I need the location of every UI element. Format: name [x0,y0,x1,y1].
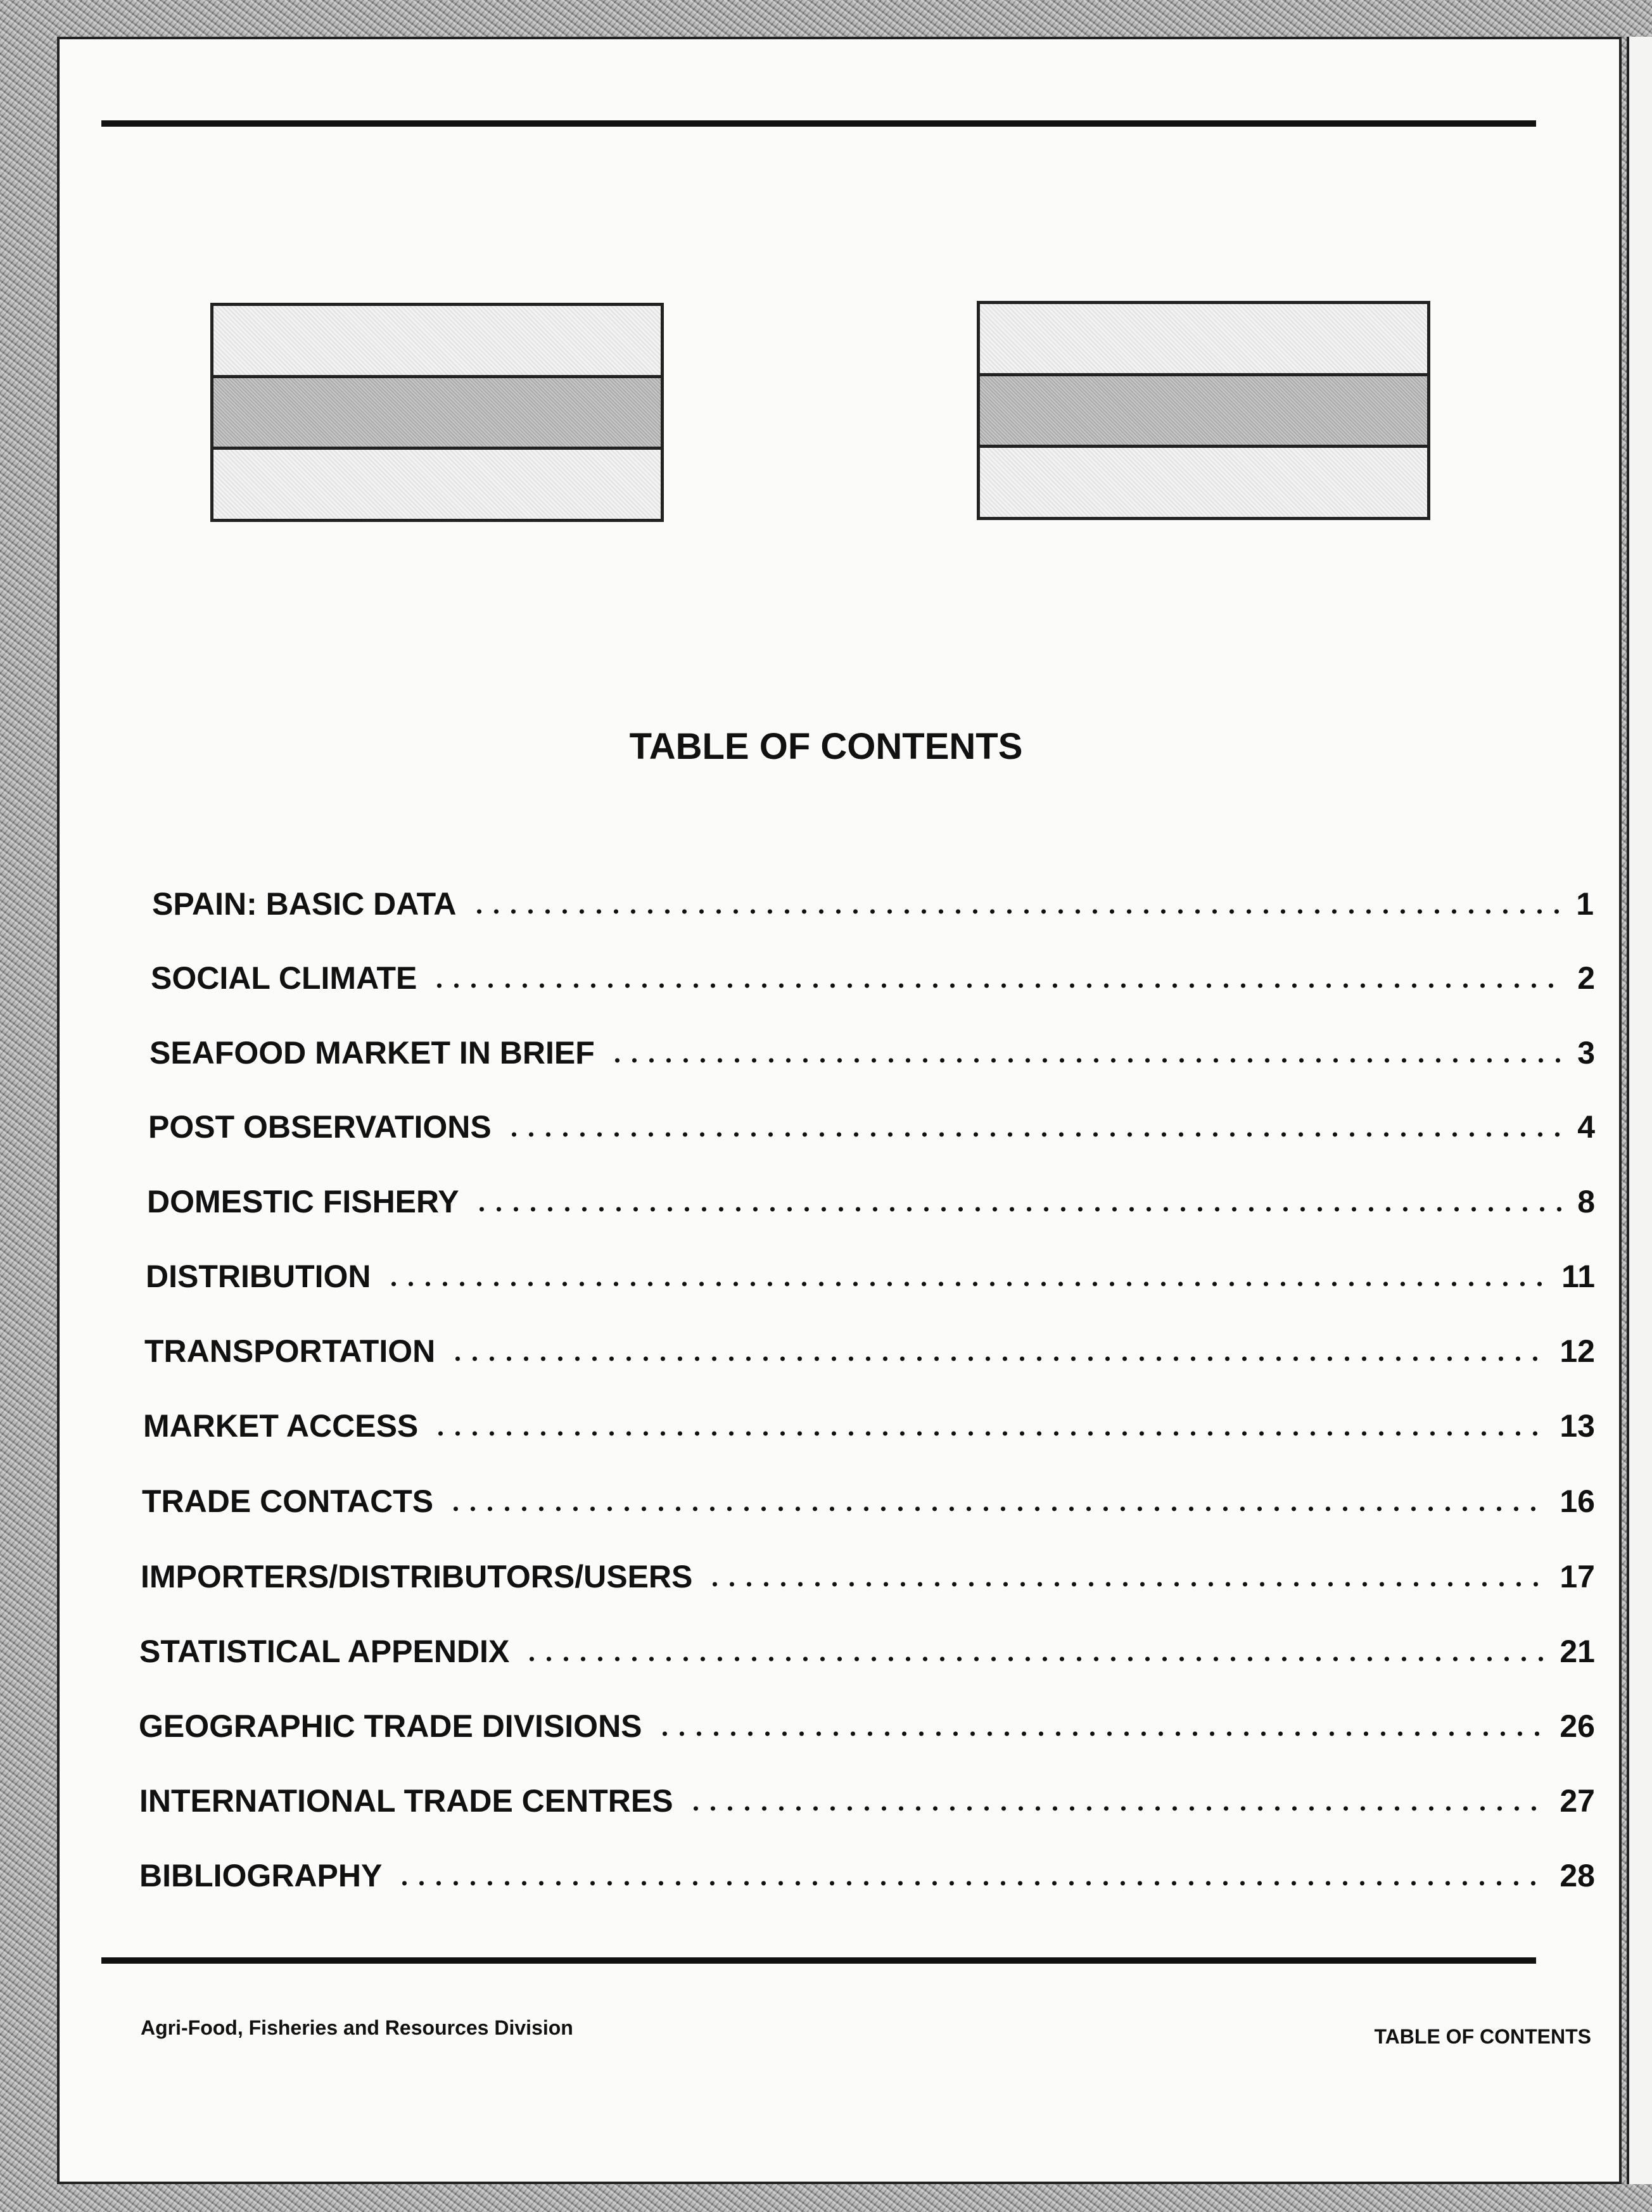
spain-flag-left [210,303,664,522]
toc-entry-label: SEAFOOD MARKET IN BRIEF [149,1035,595,1071]
toc-entry[interactable] [148,1101,1595,1145]
leader-dots [385,1281,1549,1287]
toc-entry[interactable] [144,1325,1595,1370]
leader-dots [396,1880,1547,1886]
toc-entry-page: 3 [1577,1035,1595,1071]
toc-entry[interactable] [146,1250,1595,1295]
adjacent-page-edge [1627,37,1652,2184]
toc-entry-page: 12 [1560,1333,1595,1369]
toc-entry[interactable] [143,1400,1595,1444]
footer-section-title: TABLE OF CONTENTS [1374,2025,1591,2048]
leader-dots [609,1057,1565,1064]
toc-entry-page: 27 [1560,1783,1595,1819]
toc-entry-label: DISTRIBUTION [146,1259,371,1294]
leader-dots [706,1581,1547,1587]
spain-flag-right [977,301,1430,520]
toc-entry-label: BIBLIOGRAPHY [139,1858,383,1893]
flag-band-middle [980,373,1427,448]
toc-entry[interactable] [149,1027,1595,1071]
toc-entry[interactable] [139,1775,1595,1819]
leader-dots [505,1131,1565,1138]
leader-dots [432,1430,1547,1437]
leader-dots [431,982,1565,989]
toc-entry[interactable] [142,1475,1595,1520]
toc-entry-label: INTERNATIONAL TRADE CENTRES [139,1783,673,1819]
toc-entry[interactable] [139,1625,1595,1670]
toc-entry-label: MARKET ACCESS [143,1408,419,1444]
flag-band-middle [213,375,661,450]
toc-entry-label: TRADE CONTACTS [142,1484,434,1519]
toc-entry-page: 16 [1560,1484,1595,1519]
footer-rule [101,1957,1536,1964]
toc-entry-page: 13 [1560,1408,1595,1444]
leader-dots [447,1506,1547,1512]
toc-entry-label: DOMESTIC FISHERY [147,1184,459,1219]
toc-entry[interactable] [147,1176,1595,1220]
header-rule [101,120,1536,127]
toc-entry-label: SPAIN: BASIC DATA [152,886,457,922]
leader-dots [656,1731,1547,1737]
flag-band-top [213,306,661,375]
toc-entry-label: IMPORTERS/DISTRIBUTORS/USERS [141,1559,693,1594]
leader-dots [523,1656,1547,1662]
toc-entry-label: STATISTICAL APPENDIX [139,1634,510,1669]
toc-entry-page: 17 [1560,1559,1595,1594]
toc-entry-page: 2 [1577,960,1595,996]
toc-entry-page: 4 [1577,1109,1595,1145]
toc-entry-label: SOCIAL CLIMATE [151,960,417,996]
toc-entry[interactable] [139,1700,1595,1745]
footer-division-name: Agri-Food, Fisheries and Resources Division [141,2016,573,2039]
toc-entry-page: 1 [1576,886,1594,922]
toc-entry[interactable] [151,952,1595,996]
toc-entry-label: POST OBSERVATIONS [148,1109,492,1145]
toc-entry[interactable] [152,878,1594,922]
flag-band-top [980,304,1427,373]
toc-entry-page: 28 [1560,1858,1595,1893]
toc-entry-page: 11 [1561,1259,1595,1294]
leader-dots [687,1805,1547,1812]
page-title: TABLE OF CONTENTS [629,726,1023,767]
leader-dots [449,1356,1547,1362]
toc-entry-page: 8 [1577,1184,1595,1219]
flag-band-bottom [980,448,1427,517]
toc-entry-label: TRANSPORTATION [144,1333,436,1369]
toc-entry-page: 21 [1560,1634,1595,1669]
flag-band-bottom [213,450,661,519]
toc-entry-page: 26 [1560,1708,1595,1744]
leader-dots [473,1206,1565,1212]
toc-entry[interactable] [139,1850,1595,1894]
toc-entry[interactable] [141,1551,1595,1595]
toc-entry-label: GEOGRAPHIC TRADE DIVISIONS [139,1708,642,1744]
leader-dots [471,908,1564,915]
